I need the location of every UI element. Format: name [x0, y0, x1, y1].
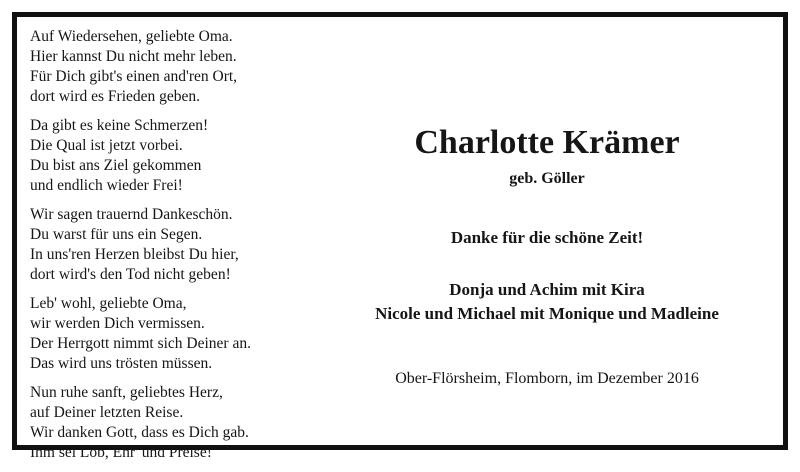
poem-line: Hier kannst Du nicht mehr leben. [30, 48, 237, 65]
thanks-line: Danke für die schöne Zeit! [450, 228, 644, 247]
obituary-frame [12, 12, 788, 461]
poem-line: Ihm sei Lob, Ehr' und Preise! [30, 444, 212, 461]
poem-line: Du bist ans Ziel gekommen [30, 157, 202, 174]
poem-stanza [30, 294, 330, 374]
poem [30, 27, 330, 472]
mourners [337, 278, 757, 326]
poem-line: In uns'ren Herzen bleibst Du hier, [30, 246, 239, 263]
poem-line: Wir sagen trauernd Dankeschön. [30, 206, 233, 223]
poem-line: wir werden Dich vermissen. [30, 315, 205, 332]
poem-line: Leb' wohl, geliebte Oma, [30, 295, 187, 312]
poem-stanza [30, 383, 330, 463]
poem-line: Nun ruhe sanft, geliebtes Herz, [30, 384, 223, 401]
mourner-line: Nicole und Michael mit Monique und Madleine [375, 304, 719, 323]
poem-line: Du warst für uns ein Segen. [30, 226, 203, 243]
maiden-name: geb. Göller [509, 170, 585, 187]
poem-line: dort wird's den Tod nicht geben! [30, 266, 231, 283]
poem-stanza [30, 205, 330, 285]
poem-stanza [30, 27, 330, 107]
poem-line: Für Dich gibt's einen and'ren Ort, [30, 68, 238, 85]
poem-line: Die Qual ist jetzt vorbei. [30, 137, 183, 154]
poem-line: Wir danken Gott, dass es Dich gab. [30, 424, 249, 441]
mourner-line: Donja und Achim mit Kira [449, 280, 645, 299]
poem-line: Der Herrgott nimmt sich Deiner an. [30, 335, 251, 352]
poem-line: Auf Wiedersehen, geliebte Oma. [30, 28, 233, 45]
poem-line: Das wird uns trösten müssen. [30, 355, 213, 372]
deceased-name: Charlotte Krämer [414, 124, 680, 161]
notice-main [337, 17, 757, 445]
place-date: Ober-Flörsheim, Flomborn, im Dezember 2016 [395, 370, 699, 387]
poem-line: und endlich wieder Frei! [30, 177, 183, 194]
poem-stanza [30, 116, 330, 196]
poem-line: auf Deiner letzten Reise. [30, 404, 184, 421]
poem-line: Da gibt es keine Schmerzen! [30, 117, 209, 134]
poem-line: dort wird es Frieden geben. [30, 88, 201, 105]
